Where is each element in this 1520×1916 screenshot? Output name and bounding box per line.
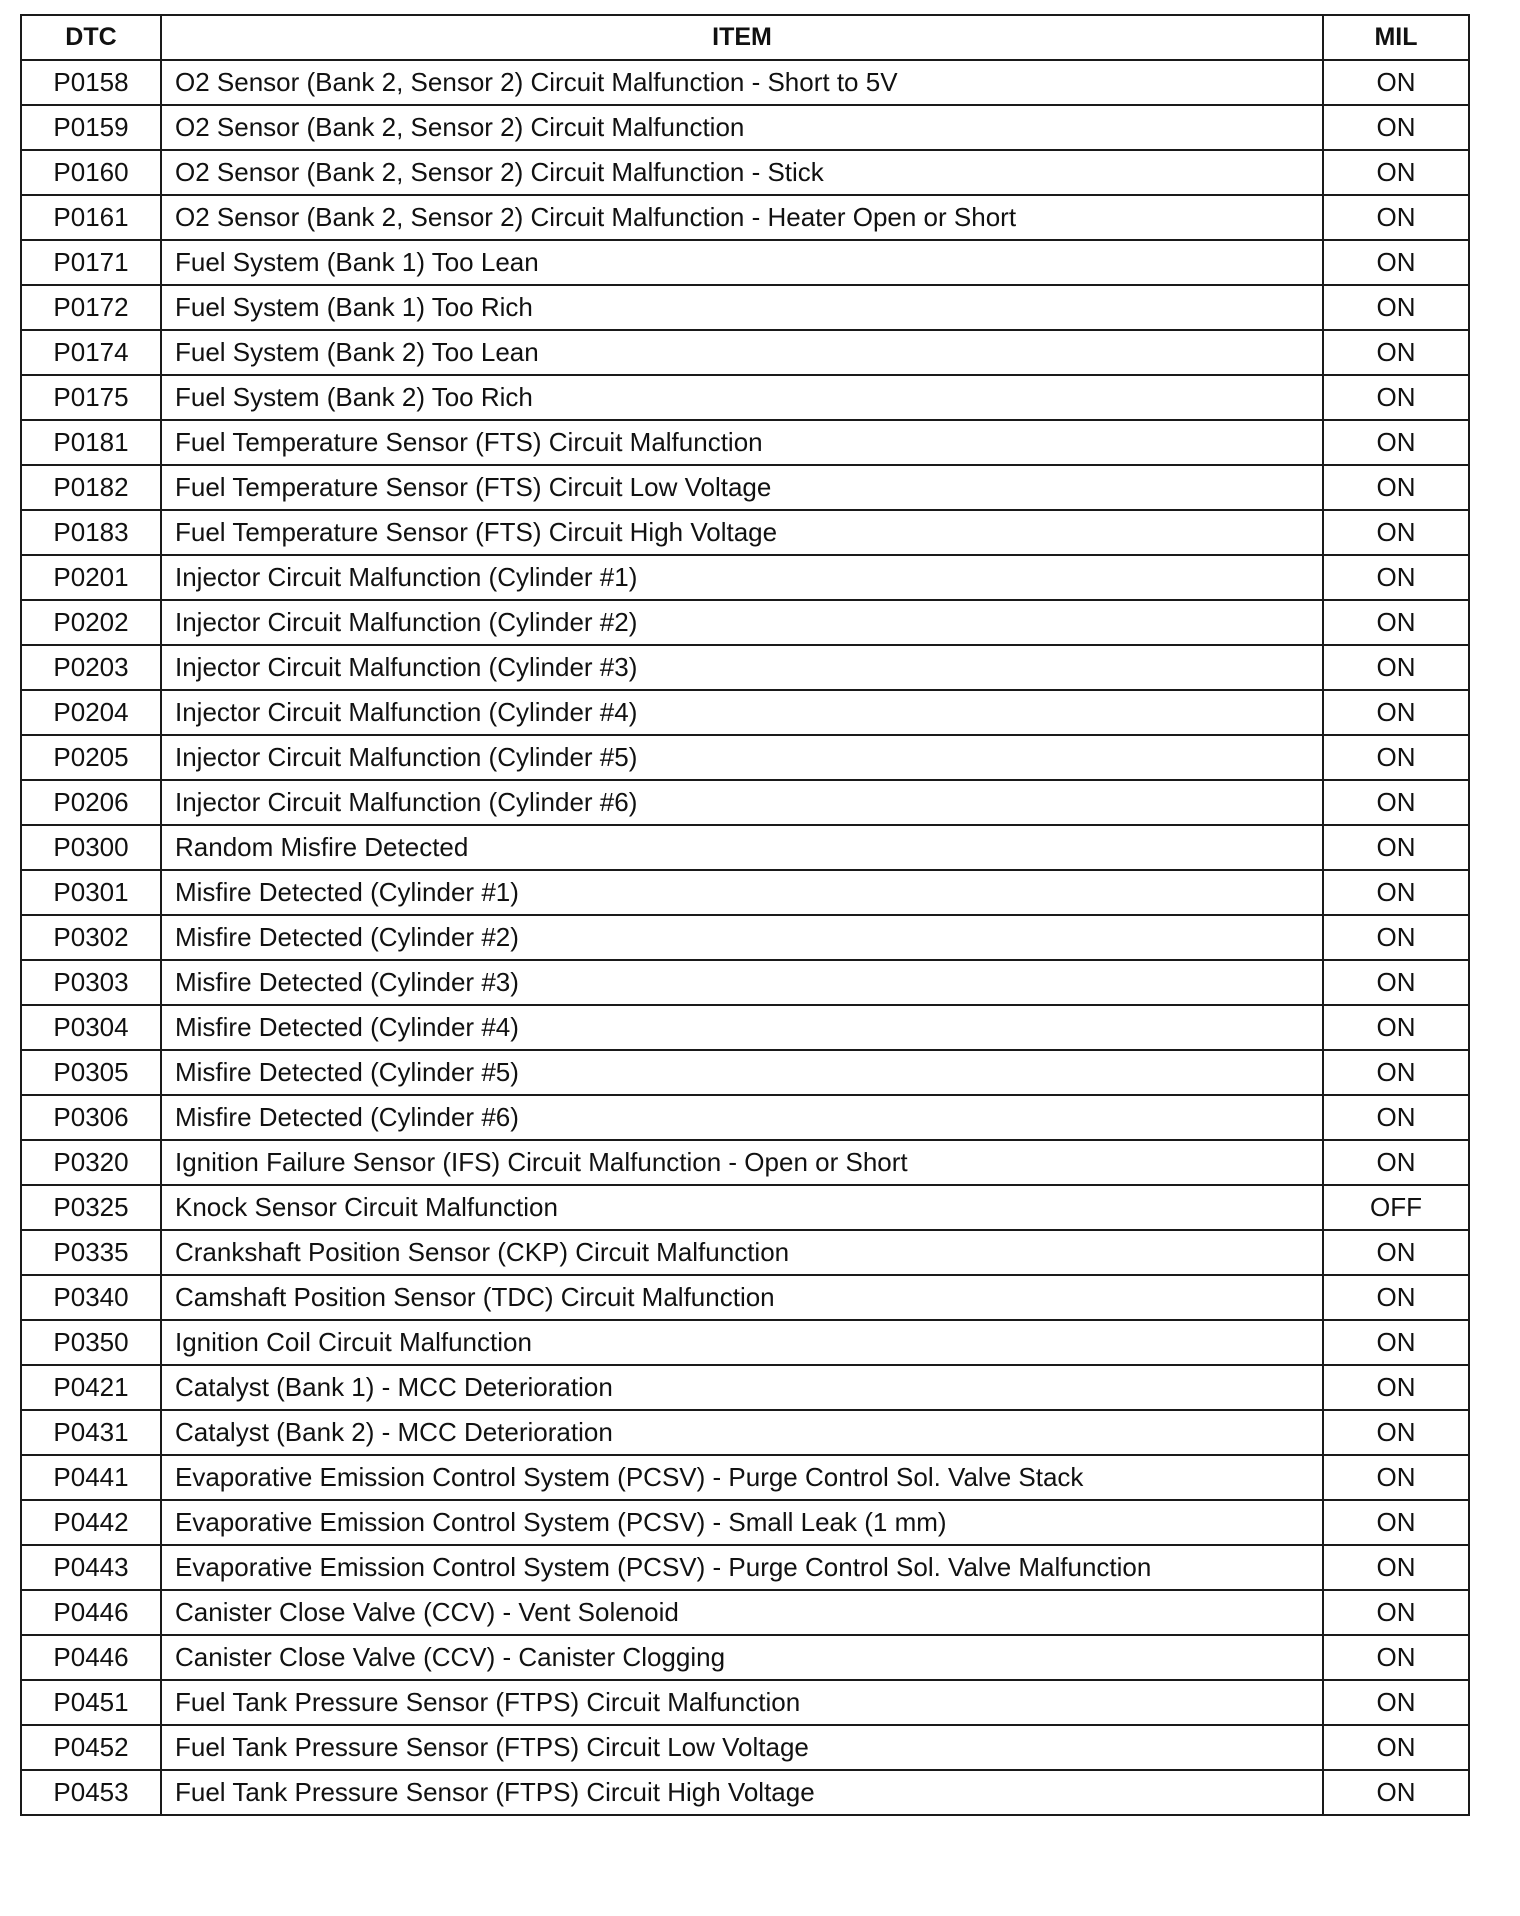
table-row — [21, 1545, 1469, 1590]
item-description: Injector Circuit Malfunction (Cylinder #6) — [161, 780, 1323, 825]
table-body — [21, 60, 1469, 1815]
item-description: Canister Close Valve (CCV) - Canister Clogging — [161, 1635, 1323, 1680]
mil-status: ON — [1323, 150, 1469, 195]
table-row — [21, 1050, 1469, 1095]
mil-status: ON — [1323, 1050, 1469, 1095]
mil-status: ON — [1323, 60, 1469, 105]
dtc-code: P0301 — [21, 870, 161, 915]
item-description: Ignition Failure Sensor (IFS) Circuit Malfunction - Open or Short — [161, 1140, 1323, 1185]
dtc-code: P0204 — [21, 690, 161, 735]
table-row — [21, 690, 1469, 735]
mil-status: ON — [1323, 735, 1469, 780]
item-description: O2 Sensor (Bank 2, Sensor 2) Circuit Malfunction — [161, 105, 1323, 150]
mil-status: ON — [1323, 870, 1469, 915]
table-row — [21, 555, 1469, 600]
dtc-code: P0171 — [21, 240, 161, 285]
dtc-code: P0302 — [21, 915, 161, 960]
dtc-code: P0446 — [21, 1590, 161, 1635]
dtc-code: P0306 — [21, 1095, 161, 1140]
dtc-code: P0335 — [21, 1230, 161, 1275]
item-description: Fuel System (Bank 1) Too Rich — [161, 285, 1323, 330]
dtc-code: P0421 — [21, 1365, 161, 1410]
dtc-code: P0175 — [21, 375, 161, 420]
item-description: Misfire Detected (Cylinder #6) — [161, 1095, 1323, 1140]
mil-status: ON — [1323, 780, 1469, 825]
item-description: Misfire Detected (Cylinder #1) — [161, 870, 1323, 915]
header-row — [21, 15, 1469, 60]
mil-status: ON — [1323, 375, 1469, 420]
table-row — [21, 1680, 1469, 1725]
item-description: Camshaft Position Sensor (TDC) Circuit Malfunction — [161, 1275, 1323, 1320]
item-description: Evaporative Emission Control System (PCSV) - Purge Control Sol. Valve Malfunction — [161, 1545, 1323, 1590]
mil-status: ON — [1323, 195, 1469, 240]
dtc-code: P0340 — [21, 1275, 161, 1320]
item-description: Injector Circuit Malfunction (Cylinder #5) — [161, 735, 1323, 780]
mil-status: ON — [1323, 1365, 1469, 1410]
table-row — [21, 1500, 1469, 1545]
header-mil: MIL — [1323, 15, 1469, 60]
mil-status: ON — [1323, 1320, 1469, 1365]
item-description: Catalyst (Bank 2) - MCC Deterioration — [161, 1410, 1323, 1455]
item-description: Injector Circuit Malfunction (Cylinder #2) — [161, 600, 1323, 645]
item-description: Injector Circuit Malfunction (Cylinder #4) — [161, 690, 1323, 735]
item-description: Fuel Temperature Sensor (FTS) Circuit Low Voltage — [161, 465, 1323, 510]
table-row — [21, 1770, 1469, 1815]
mil-status: OFF — [1323, 1185, 1469, 1230]
table-row — [21, 1275, 1469, 1320]
item-description: Fuel Temperature Sensor (FTS) Circuit High Voltage — [161, 510, 1323, 555]
table-row — [21, 1320, 1469, 1365]
table-row — [21, 645, 1469, 690]
dtc-code: P0350 — [21, 1320, 161, 1365]
dtc-code: P0452 — [21, 1725, 161, 1770]
mil-status: ON — [1323, 690, 1469, 735]
dtc-code: P0161 — [21, 195, 161, 240]
dtc-code: P0174 — [21, 330, 161, 375]
table-row — [21, 1095, 1469, 1140]
mil-status: ON — [1323, 1680, 1469, 1725]
item-description: Injector Circuit Malfunction (Cylinder #1) — [161, 555, 1323, 600]
dtc-code: P0453 — [21, 1770, 161, 1815]
table-row — [21, 915, 1469, 960]
table-row — [21, 780, 1469, 825]
dtc-code: P0442 — [21, 1500, 161, 1545]
item-description: Fuel System (Bank 2) Too Rich — [161, 375, 1323, 420]
mil-status: ON — [1323, 600, 1469, 645]
dtc-code: P0158 — [21, 60, 161, 105]
dtc-code: P0206 — [21, 780, 161, 825]
item-description: Fuel System (Bank 1) Too Lean — [161, 240, 1323, 285]
item-description: O2 Sensor (Bank 2, Sensor 2) Circuit Malfunction - Stick — [161, 150, 1323, 195]
dtc-code: P0303 — [21, 960, 161, 1005]
table-row — [21, 285, 1469, 330]
mil-status: ON — [1323, 1545, 1469, 1590]
dtc-code: P0201 — [21, 555, 161, 600]
table-row — [21, 735, 1469, 780]
dtc-code: P0431 — [21, 1410, 161, 1455]
mil-status: ON — [1323, 330, 1469, 375]
mil-status: ON — [1323, 1230, 1469, 1275]
dtc-code: P0182 — [21, 465, 161, 510]
table-header — [21, 15, 1469, 60]
dtc-code: P0451 — [21, 1680, 161, 1725]
item-description: Ignition Coil Circuit Malfunction — [161, 1320, 1323, 1365]
dtc-code: P0320 — [21, 1140, 161, 1185]
item-description: Catalyst (Bank 1) - MCC Deterioration — [161, 1365, 1323, 1410]
item-description: Injector Circuit Malfunction (Cylinder #3) — [161, 645, 1323, 690]
table-row — [21, 600, 1469, 645]
table-row — [21, 1590, 1469, 1635]
mil-status: ON — [1323, 1095, 1469, 1140]
table-row — [21, 1410, 1469, 1455]
dtc-table — [20, 14, 1470, 1816]
table-row — [21, 60, 1469, 105]
item-description: Misfire Detected (Cylinder #2) — [161, 915, 1323, 960]
table-row — [21, 465, 1469, 510]
table-row — [21, 420, 1469, 465]
table-row — [21, 1230, 1469, 1275]
table-row — [21, 510, 1469, 555]
mil-status: ON — [1323, 1725, 1469, 1770]
dtc-code: P0300 — [21, 825, 161, 870]
table-row — [21, 1005, 1469, 1050]
table-row — [21, 870, 1469, 915]
mil-status: ON — [1323, 645, 1469, 690]
mil-status: ON — [1323, 240, 1469, 285]
item-description: O2 Sensor (Bank 2, Sensor 2) Circuit Malfunction - Heater Open or Short — [161, 195, 1323, 240]
header-item: ITEM — [161, 15, 1323, 60]
item-description: Misfire Detected (Cylinder #4) — [161, 1005, 1323, 1050]
table-row — [21, 195, 1469, 240]
item-description: Canister Close Valve (CCV) - Vent Solenoid — [161, 1590, 1323, 1635]
mil-status: ON — [1323, 510, 1469, 555]
item-description: Crankshaft Position Sensor (CKP) Circuit Malfunction — [161, 1230, 1323, 1275]
table-row — [21, 1140, 1469, 1185]
dtc-code: P0443 — [21, 1545, 161, 1590]
dtc-code: P0203 — [21, 645, 161, 690]
mil-status: ON — [1323, 825, 1469, 870]
item-description: Fuel System (Bank 2) Too Lean — [161, 330, 1323, 375]
table-row — [21, 1365, 1469, 1410]
dtc-code: P0183 — [21, 510, 161, 555]
table-row — [21, 330, 1469, 375]
mil-status: ON — [1323, 1500, 1469, 1545]
dtc-code: P0202 — [21, 600, 161, 645]
item-description: Misfire Detected (Cylinder #3) — [161, 960, 1323, 1005]
dtc-code: P0160 — [21, 150, 161, 195]
mil-status: ON — [1323, 420, 1469, 465]
mil-status: ON — [1323, 555, 1469, 600]
mil-status: ON — [1323, 1410, 1469, 1455]
table-row — [21, 1725, 1469, 1770]
table-row — [21, 1185, 1469, 1230]
table-row — [21, 240, 1469, 285]
mil-status: ON — [1323, 915, 1469, 960]
table-row — [21, 825, 1469, 870]
table-row — [21, 375, 1469, 420]
dtc-code: P0205 — [21, 735, 161, 780]
table-row — [21, 1455, 1469, 1500]
dtc-code: P0181 — [21, 420, 161, 465]
dtc-code: P0172 — [21, 285, 161, 330]
mil-status: ON — [1323, 465, 1469, 510]
item-description: Random Misfire Detected — [161, 825, 1323, 870]
header-dtc: DTC — [21, 15, 161, 60]
table-row — [21, 105, 1469, 150]
item-description: Knock Sensor Circuit Malfunction — [161, 1185, 1323, 1230]
dtc-code: P0446 — [21, 1635, 161, 1680]
mil-status: ON — [1323, 960, 1469, 1005]
table-row — [21, 960, 1469, 1005]
dtc-code: P0305 — [21, 1050, 161, 1095]
mil-status: ON — [1323, 1275, 1469, 1320]
table-row — [21, 150, 1469, 195]
item-description: Fuel Tank Pressure Sensor (FTPS) Circuit High Voltage — [161, 1770, 1323, 1815]
mil-status: ON — [1323, 1590, 1469, 1635]
item-description: Evaporative Emission Control System (PCSV) - Purge Control Sol. Valve Stack — [161, 1455, 1323, 1500]
dtc-code: P0304 — [21, 1005, 161, 1050]
dtc-code: P0159 — [21, 105, 161, 150]
item-description: Fuel Tank Pressure Sensor (FTPS) Circuit Malfunction — [161, 1680, 1323, 1725]
item-description: Fuel Temperature Sensor (FTS) Circuit Malfunction — [161, 420, 1323, 465]
item-description: O2 Sensor (Bank 2, Sensor 2) Circuit Malfunction - Short to 5V — [161, 60, 1323, 105]
item-description: Fuel Tank Pressure Sensor (FTPS) Circuit Low Voltage — [161, 1725, 1323, 1770]
mil-status: ON — [1323, 1005, 1469, 1050]
mil-status: ON — [1323, 1140, 1469, 1185]
mil-status: ON — [1323, 285, 1469, 330]
item-description: Misfire Detected (Cylinder #5) — [161, 1050, 1323, 1095]
table-row — [21, 1635, 1469, 1680]
mil-status: ON — [1323, 1635, 1469, 1680]
mil-status: ON — [1323, 1455, 1469, 1500]
mil-status: ON — [1323, 1770, 1469, 1815]
item-description: Evaporative Emission Control System (PCSV) - Small Leak (1 mm) — [161, 1500, 1323, 1545]
dtc-code: P0441 — [21, 1455, 161, 1500]
mil-status: ON — [1323, 105, 1469, 150]
dtc-code: P0325 — [21, 1185, 161, 1230]
